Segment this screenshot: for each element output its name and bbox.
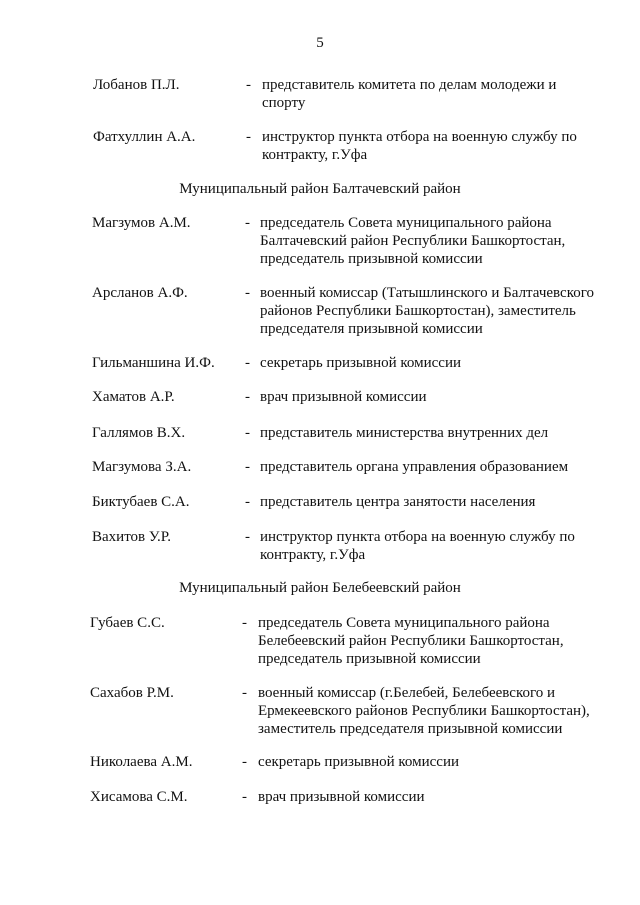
member-role-line: врач призывной комиссии (258, 789, 425, 805)
member-role-line: районов Республики Башкортостан), заместитель (260, 303, 576, 319)
separator-dash: - (242, 789, 247, 805)
separator-dash: - (242, 685, 247, 701)
member-name: Сахабов Р.М. (90, 685, 174, 701)
member-name: Лобанов П.Л. (93, 77, 180, 93)
member-role-line: председатель Совета муниципального района (260, 215, 552, 231)
member-role-line: секретарь призывной комиссии (258, 754, 460, 770)
section-heading: Муниципальный район Балтачевский район (179, 181, 461, 197)
member-role-line: представитель органа управления образованием (260, 459, 569, 475)
member-name: Магзумов А.М. (92, 215, 191, 231)
member-name: Магзумова З.А. (92, 459, 192, 475)
member-role-line: врач призывной комиссии (260, 389, 427, 405)
separator-dash: - (242, 754, 247, 770)
separator-dash: - (246, 129, 251, 145)
member-role-line: заместитель председателя призывной комиссии (258, 721, 563, 737)
member-role-line: Белебеевский район Республики Башкортостан, (258, 633, 564, 649)
page-number: 5 (316, 35, 324, 51)
member-name: Губаев С.С. (90, 615, 165, 631)
member-role-line: председателя призывной комиссии (260, 321, 483, 337)
separator-dash: - (245, 355, 250, 371)
member-role-line: военный комиссар (Татышлинского и Балтачевского (260, 285, 595, 301)
separator-dash: - (245, 215, 250, 231)
member-name: Гильманшина И.Ф. (92, 355, 215, 371)
separator-dash: - (245, 285, 250, 301)
member-role-line: инструктор пункта отбора на военную службу по (260, 529, 575, 545)
section-heading: Муниципальный район Белебеевский район (179, 580, 461, 596)
separator-dash: - (246, 77, 251, 93)
member-name: Галлямов В.Х. (92, 425, 186, 441)
member-role-line: представитель министерства внутренних дел (260, 425, 549, 441)
member-name: Николаева А.М. (90, 754, 193, 770)
member-role-line: председатель Совета муниципального района (258, 615, 550, 631)
member-role-line: контракту, г.Уфа (260, 547, 366, 563)
member-name: Фатхуллин А.А. (93, 129, 196, 145)
member-name: Биктубаев С.А. (92, 494, 190, 510)
member-role-line: контракту, г.Уфа (262, 147, 368, 163)
member-role-line: Ермекеевского районов Республики Башкортостан), (258, 703, 590, 719)
member-role-line: председатель призывной комиссии (258, 651, 481, 667)
member-role-line: представитель комитета по делам молодежи и (262, 77, 557, 93)
member-name: Хаматов А.Р. (92, 389, 175, 405)
member-role-line: военный комиссар (г.Белебей, Белебеевского и (258, 685, 556, 701)
separator-dash: - (245, 459, 250, 475)
member-name: Вахитов У.Р. (92, 529, 172, 545)
member-name: Арсланов А.Ф. (92, 285, 188, 301)
separator-dash: - (245, 389, 250, 405)
member-role-line: секретарь призывной комиссии (260, 355, 462, 371)
member-role-line: председатель призывной комиссии (260, 251, 483, 267)
member-name: Хисамова С.М. (90, 789, 188, 805)
member-role-line: спорту (262, 95, 306, 111)
member-role-line: Балтачевский район Республики Башкортостан, (260, 233, 566, 249)
separator-dash: - (245, 529, 250, 545)
separator-dash: - (245, 494, 250, 510)
separator-dash: - (245, 425, 250, 441)
member-role-line: представитель центра занятости населения (260, 494, 536, 510)
separator-dash: - (242, 615, 247, 631)
member-role-line: инструктор пункта отбора на военную службу по (262, 129, 577, 145)
